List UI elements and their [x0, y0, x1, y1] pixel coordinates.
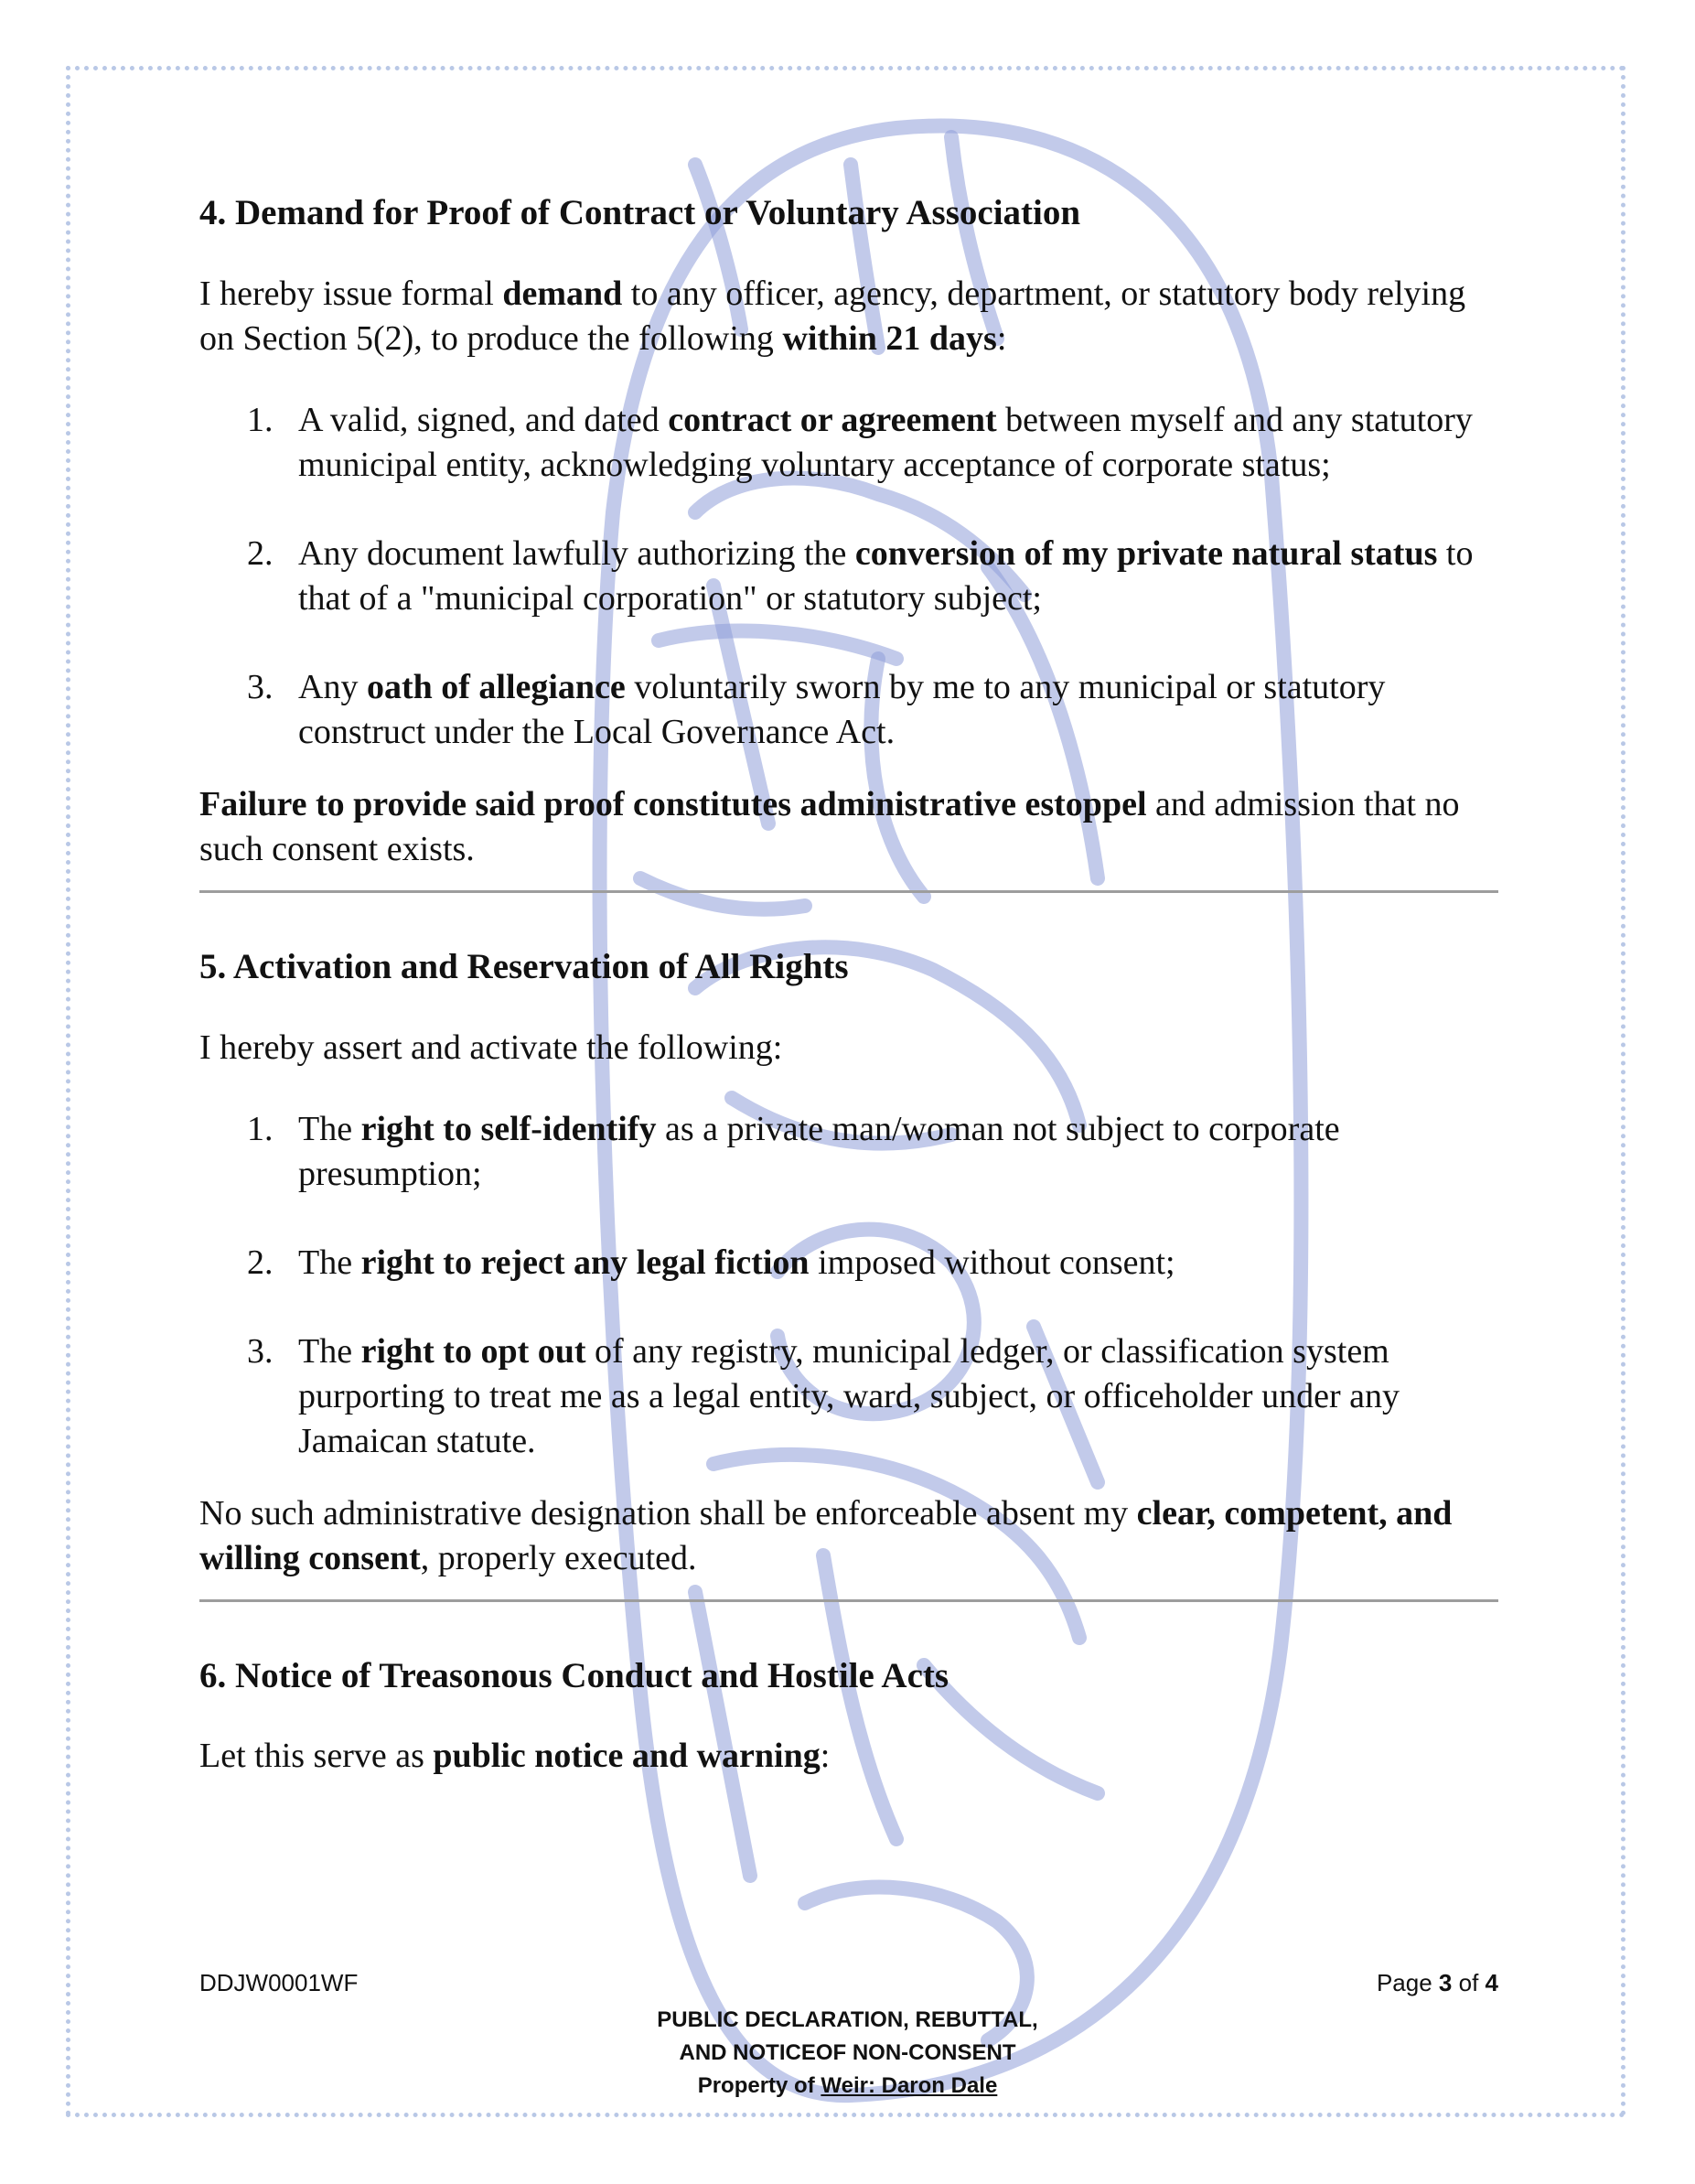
- list-item: 2. The right to reject any legal fiction imposed without consent;: [247, 1243, 1175, 1282]
- section-5-intro: I hereby assert and activate the following:: [199, 1027, 783, 1067]
- list-item: 2. Any document lawfully authorizing the conversion of my private natural status to that of a "municipal corporation" or statutory subject;: [247, 533, 1474, 618]
- section-5-heading: 5. Activation and Reservation of All Rights: [199, 946, 849, 986]
- document-body: [199, 192, 1498, 1815]
- footer-title: [0, 2004, 1695, 2103]
- list-item: 3. Any oath of allegiance voluntarily sworn by me to any municipal or statutory construct under the Local Governance Act.: [247, 667, 1386, 751]
- document-id: DDJW0001WF: [199, 1969, 359, 1996]
- section-4-closing: Failure to provide said proof constitutes administrative estoppel and admission that no such consent exists.: [199, 784, 1460, 868]
- page-number: Page 3 of 4: [1376, 1969, 1498, 1996]
- section-4-intro: I hereby issue formal demand to any officer, agency, department, or statutory body relying on Section 5(2), to produce the following within 21 days:: [199, 274, 1466, 358]
- list-item: 3. The right to opt out of any registry, municipal ledger, or classification system purporting to treat me as a legal entity, ward, subject, or officeholder under any Jamaican statute.: [247, 1331, 1400, 1460]
- section-6-heading: 6. Notice of Treasonous Conduct and Hostile Acts: [199, 1655, 949, 1695]
- footer-title-line1: PUBLIC DECLARATION, REBUTTAL,: [657, 2007, 1038, 2032]
- section-4-heading: 4. Demand for Proof of Contract or Voluntary Association: [199, 193, 1081, 232]
- section-4-list: [199, 398, 1498, 755]
- footer-title-line2: AND NOTICEOF NON-CONSENT: [679, 2040, 1016, 2065]
- section-6-intro: Let this serve as public notice and warning:: [199, 1737, 831, 1776]
- section-divider: [199, 890, 1498, 893]
- section-5-closing: No such administrative designation shall be enforceable absent my clear, competent, and willing consent, properly executed.: [199, 1493, 1453, 1577]
- list-item: 1. The right to self-identify as a private man/woman not subject to corporate presumption;: [247, 1109, 1340, 1193]
- list-item: 1. A valid, signed, and dated contract or agreement between myself and any statutory municipal entity, acknowledging voluntary acceptance of corporate status;: [247, 400, 1473, 484]
- section-5-list: [199, 1107, 1498, 1464]
- section-divider: [199, 1599, 1498, 1602]
- footer-property: Property of Weir: Daron Dale: [697, 2073, 998, 2098]
